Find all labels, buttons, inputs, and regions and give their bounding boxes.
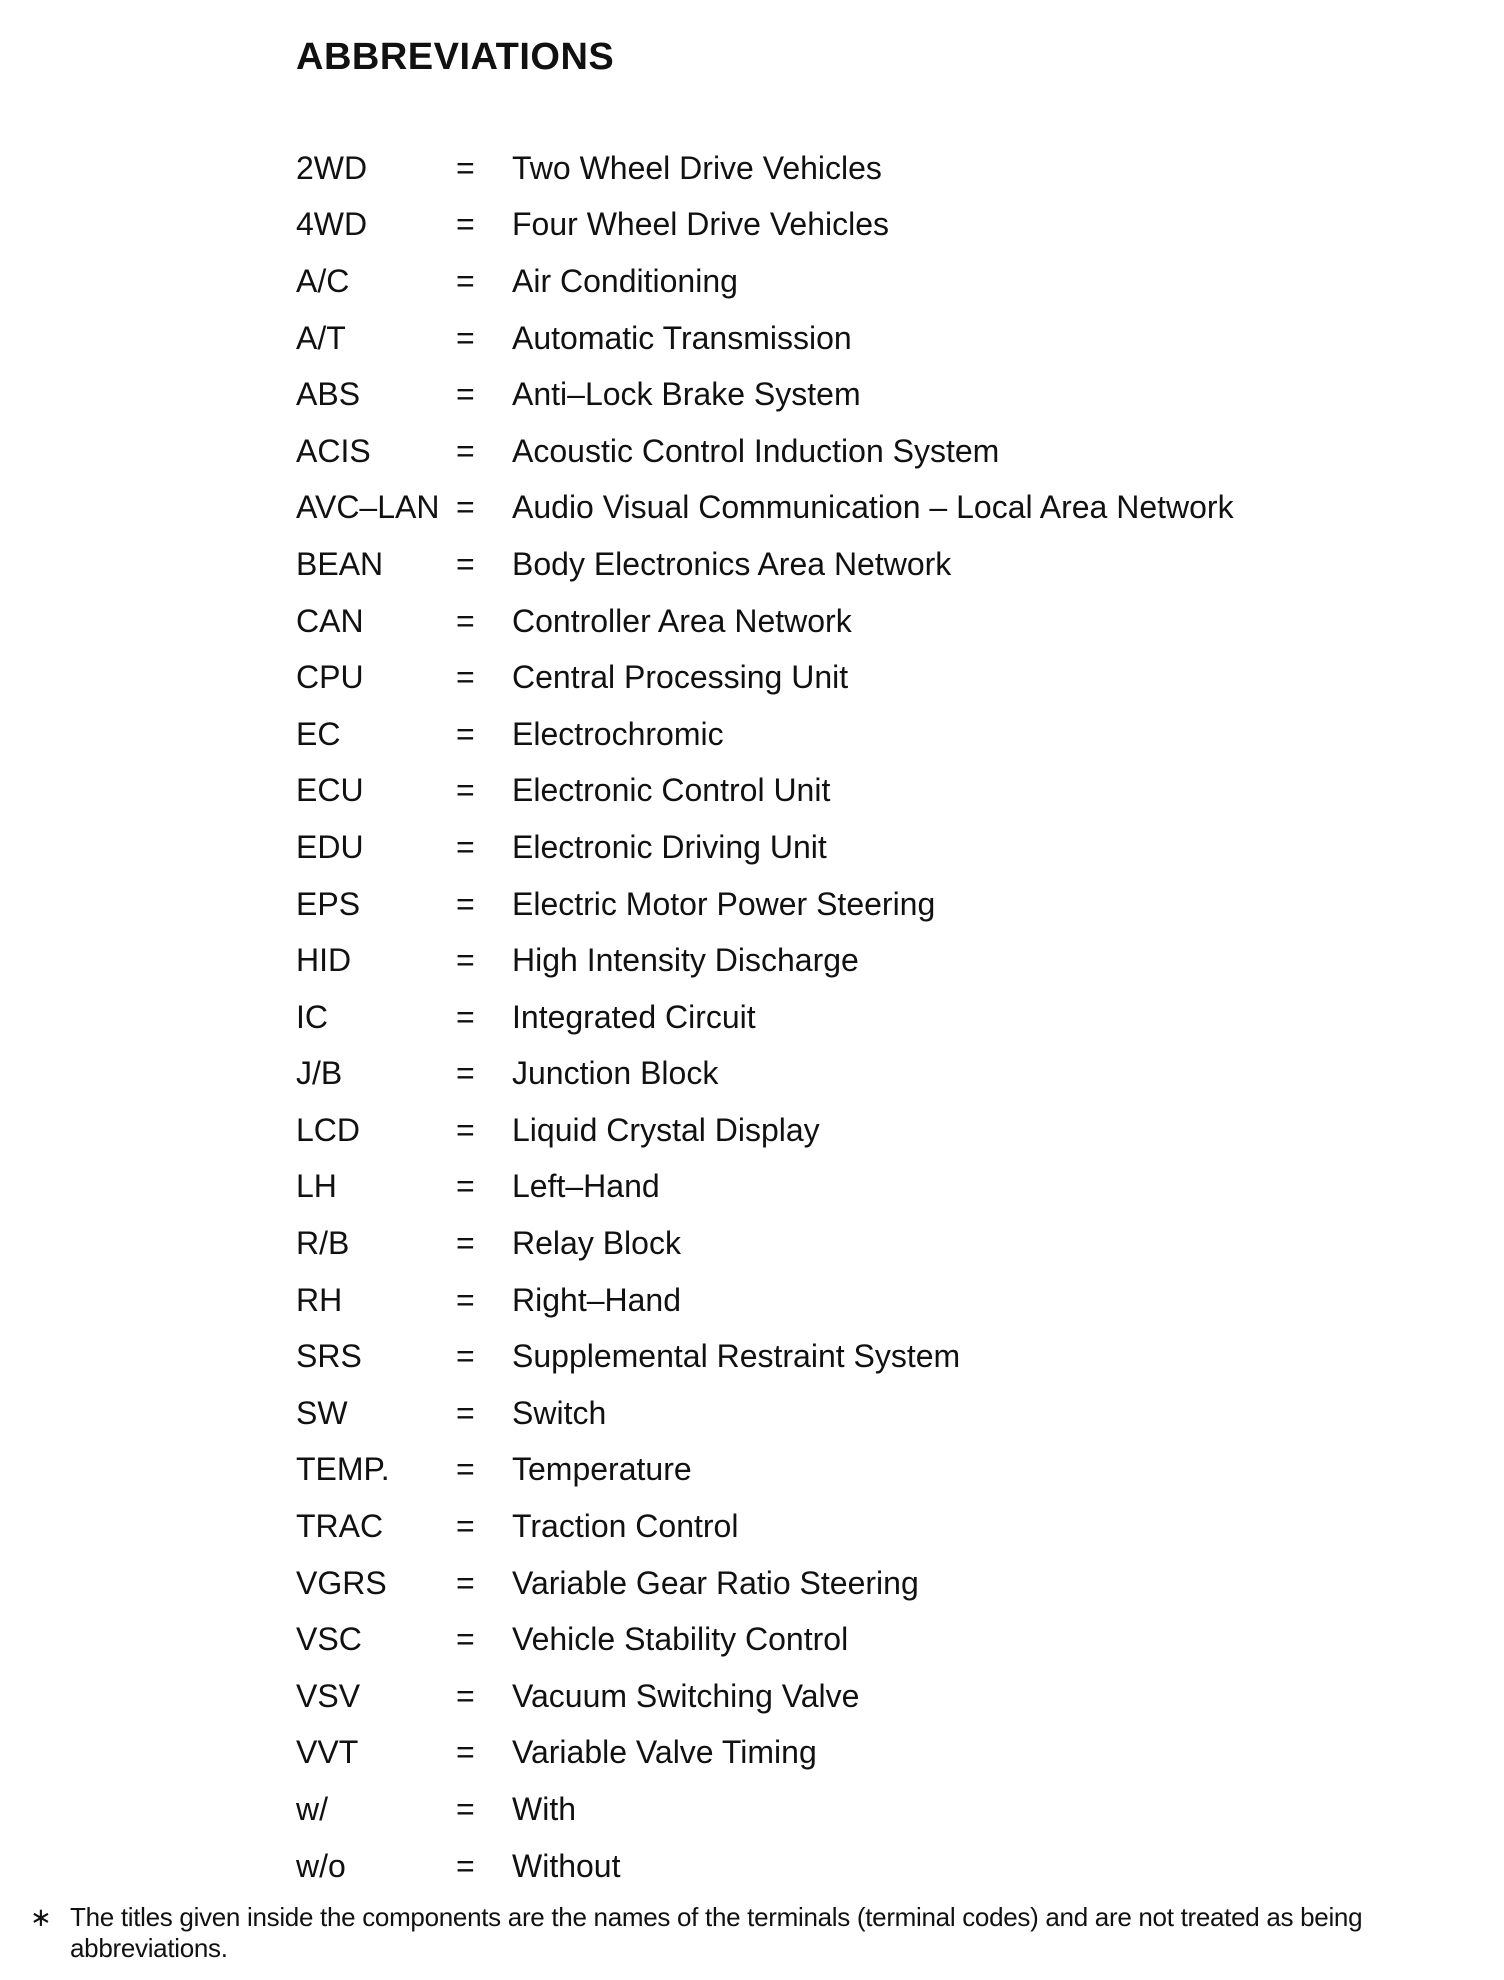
abbreviation-term: TEMP. — [296, 1451, 390, 1488]
abbreviation-meaning: Traction Control — [512, 1508, 739, 1545]
abbreviation-meaning: Electronic Control Unit — [512, 772, 831, 809]
abbreviation-term: CAN — [296, 602, 364, 639]
abbreviation-term: J/B — [296, 1055, 343, 1092]
equals-sign: = — [456, 1564, 475, 1601]
abbreviation-term: R/B — [296, 1225, 350, 1262]
footnote — [28, 1902, 1468, 1964]
abbreviation-meaning: Electrochromic — [512, 715, 724, 752]
abbreviation-row — [296, 1102, 1396, 1159]
abbreviation-term: VSC — [296, 1621, 362, 1658]
abbreviation-row — [296, 140, 1396, 197]
equals-sign: = — [456, 1791, 475, 1828]
abbreviation-meaning: Left–Hand — [512, 1168, 660, 1205]
abbreviation-meaning: High Intensity Discharge — [512, 942, 859, 979]
equals-sign: = — [456, 1055, 475, 1092]
abbreviation-row — [296, 989, 1396, 1046]
abbreviation-row — [296, 1328, 1396, 1385]
abbreviation-row — [296, 1385, 1396, 1442]
abbreviation-row — [296, 819, 1396, 876]
abbreviation-term: VSV — [296, 1677, 361, 1714]
abbreviation-term: AVC–LAN — [296, 489, 440, 526]
abbreviation-term: EC — [296, 715, 341, 752]
abbreviation-meaning: Vacuum Switching Valve — [512, 1677, 860, 1714]
abbreviation-row — [296, 932, 1396, 989]
abbreviation-term: w/o — [296, 1847, 346, 1884]
equals-sign: = — [456, 489, 475, 526]
abbreviation-term: ABS — [296, 376, 361, 413]
equals-sign: = — [456, 319, 475, 356]
equals-sign: = — [456, 715, 475, 752]
abbreviation-meaning: Audio Visual Communication – Local Area Network — [512, 489, 1234, 526]
equals-sign: = — [456, 1508, 475, 1545]
equals-sign: = — [456, 262, 475, 299]
abbreviation-row — [296, 593, 1396, 650]
abbreviation-row — [296, 1498, 1396, 1555]
abbreviation-term: LCD — [296, 1111, 361, 1148]
abbreviation-row — [296, 1442, 1396, 1499]
equals-sign: = — [456, 1451, 475, 1488]
asterisk-icon: ∗ — [30, 1902, 52, 1932]
equals-sign: = — [456, 149, 475, 186]
abbreviation-list — [296, 140, 1396, 1894]
equals-sign: = — [456, 1734, 475, 1771]
abbreviation-term: EPS — [296, 885, 361, 922]
abbreviation-meaning: Four Wheel Drive Vehicles — [512, 206, 890, 243]
abbreviation-meaning: Supplemental Restraint System — [512, 1338, 961, 1375]
abbreviation-meaning: Central Processing Unit — [512, 659, 849, 696]
abbreviation-row — [296, 706, 1396, 763]
abbreviation-meaning: Without — [512, 1847, 621, 1884]
abbreviation-row — [296, 423, 1396, 480]
abbreviation-term: BEAN — [296, 545, 384, 582]
abbreviation-meaning: With — [512, 1791, 576, 1828]
abbreviation-row — [296, 1555, 1396, 1612]
abbreviation-row — [296, 1781, 1396, 1838]
abbreviation-meaning: Controller Area Network — [512, 602, 852, 639]
abbreviation-row — [296, 310, 1396, 367]
equals-sign: = — [456, 1111, 475, 1148]
abbreviation-term: IC — [296, 998, 328, 1035]
abbreviation-meaning: Relay Block — [512, 1225, 681, 1262]
equals-sign: = — [456, 1621, 475, 1658]
abbreviation-meaning: Body Electronics Area Network — [512, 545, 952, 582]
abbreviation-row — [296, 480, 1396, 537]
abbreviation-meaning: Vehicle Stability Control — [512, 1621, 849, 1658]
abbreviation-term: CPU — [296, 659, 364, 696]
abbreviation-row — [296, 876, 1396, 933]
abbreviation-row — [296, 1272, 1396, 1329]
abbreviation-meaning: Integrated Circuit — [512, 998, 756, 1035]
abbreviation-term: w/ — [296, 1791, 328, 1828]
equals-sign: = — [456, 1394, 475, 1431]
equals-sign: = — [456, 998, 475, 1035]
abbreviation-row — [296, 1159, 1396, 1216]
abbreviation-term: ECU — [296, 772, 364, 809]
abbreviation-meaning: Automatic Transmission — [512, 319, 852, 356]
abbreviation-term: A/C — [296, 262, 350, 299]
abbreviation-row — [296, 1215, 1396, 1272]
equals-sign: = — [456, 1281, 475, 1318]
abbreviation-row — [296, 1725, 1396, 1782]
equals-sign: = — [456, 206, 475, 243]
abbreviation-term: ACIS — [296, 432, 371, 469]
abbreviation-term: EDU — [296, 828, 364, 865]
abbreviation-meaning: Temperature — [512, 1451, 692, 1488]
abbreviation-term: LH — [296, 1168, 337, 1205]
abbreviation-meaning: Variable Valve Timing — [512, 1734, 817, 1771]
abbreviation-meaning: Air Conditioning — [512, 262, 738, 299]
abbreviation-term: RH — [296, 1281, 343, 1318]
equals-sign: = — [456, 545, 475, 582]
abbreviation-meaning: Electronic Driving Unit — [512, 828, 827, 865]
abbreviation-term: VVT — [296, 1734, 359, 1771]
abbreviation-row — [296, 1838, 1396, 1895]
abbreviation-meaning: Switch — [512, 1394, 607, 1431]
equals-sign: = — [456, 828, 475, 865]
equals-sign: = — [456, 885, 475, 922]
abbreviation-meaning: Acoustic Control Induction System — [512, 432, 1000, 469]
abbreviation-row — [296, 649, 1396, 706]
abbreviation-meaning: Anti–Lock Brake System — [512, 376, 861, 413]
equals-sign: = — [456, 1168, 475, 1205]
abbreviation-row — [296, 763, 1396, 820]
page-title: ABBREVIATIONS — [296, 36, 615, 78]
abbreviation-meaning: Liquid Crystal Display — [512, 1111, 820, 1148]
equals-sign: = — [456, 1338, 475, 1375]
footnote-text: The titles given inside the components are the names of the terminals (terminal codes) and are not treated as being abbreviations. — [70, 1902, 1363, 1963]
abbreviation-row — [296, 197, 1396, 254]
abbreviation-meaning: Junction Block — [512, 1055, 719, 1092]
abbreviation-term: SRS — [296, 1338, 362, 1375]
equals-sign: = — [456, 942, 475, 979]
abbreviation-meaning: Right–Hand — [512, 1281, 681, 1318]
abbreviation-row — [296, 1611, 1396, 1668]
equals-sign: = — [456, 376, 475, 413]
equals-sign: = — [456, 1677, 475, 1714]
abbreviation-term: 2WD — [296, 149, 368, 186]
abbreviation-term: TRAC — [296, 1508, 384, 1545]
abbreviation-meaning: Electric Motor Power Steering — [512, 885, 936, 922]
abbreviation-row — [296, 1046, 1396, 1103]
abbreviation-meaning: Variable Gear Ratio Steering — [512, 1564, 919, 1601]
equals-sign: = — [456, 659, 475, 696]
abbreviation-row — [296, 366, 1396, 423]
equals-sign: = — [456, 602, 475, 639]
abbreviation-term: 4WD — [296, 206, 368, 243]
abbreviation-row — [296, 536, 1396, 593]
abbreviation-term: VGRS — [296, 1564, 387, 1601]
equals-sign: = — [456, 432, 475, 469]
equals-sign: = — [456, 1847, 475, 1884]
abbreviation-meaning: Two Wheel Drive Vehicles — [512, 149, 882, 186]
equals-sign: = — [456, 1225, 475, 1262]
abbreviation-term: A/T — [296, 319, 346, 356]
abbreviation-term: SW — [296, 1394, 348, 1431]
abbreviation-term: HID — [296, 942, 352, 979]
abbreviation-row — [296, 1668, 1396, 1725]
abbreviation-row — [296, 253, 1396, 310]
equals-sign: = — [456, 772, 475, 809]
